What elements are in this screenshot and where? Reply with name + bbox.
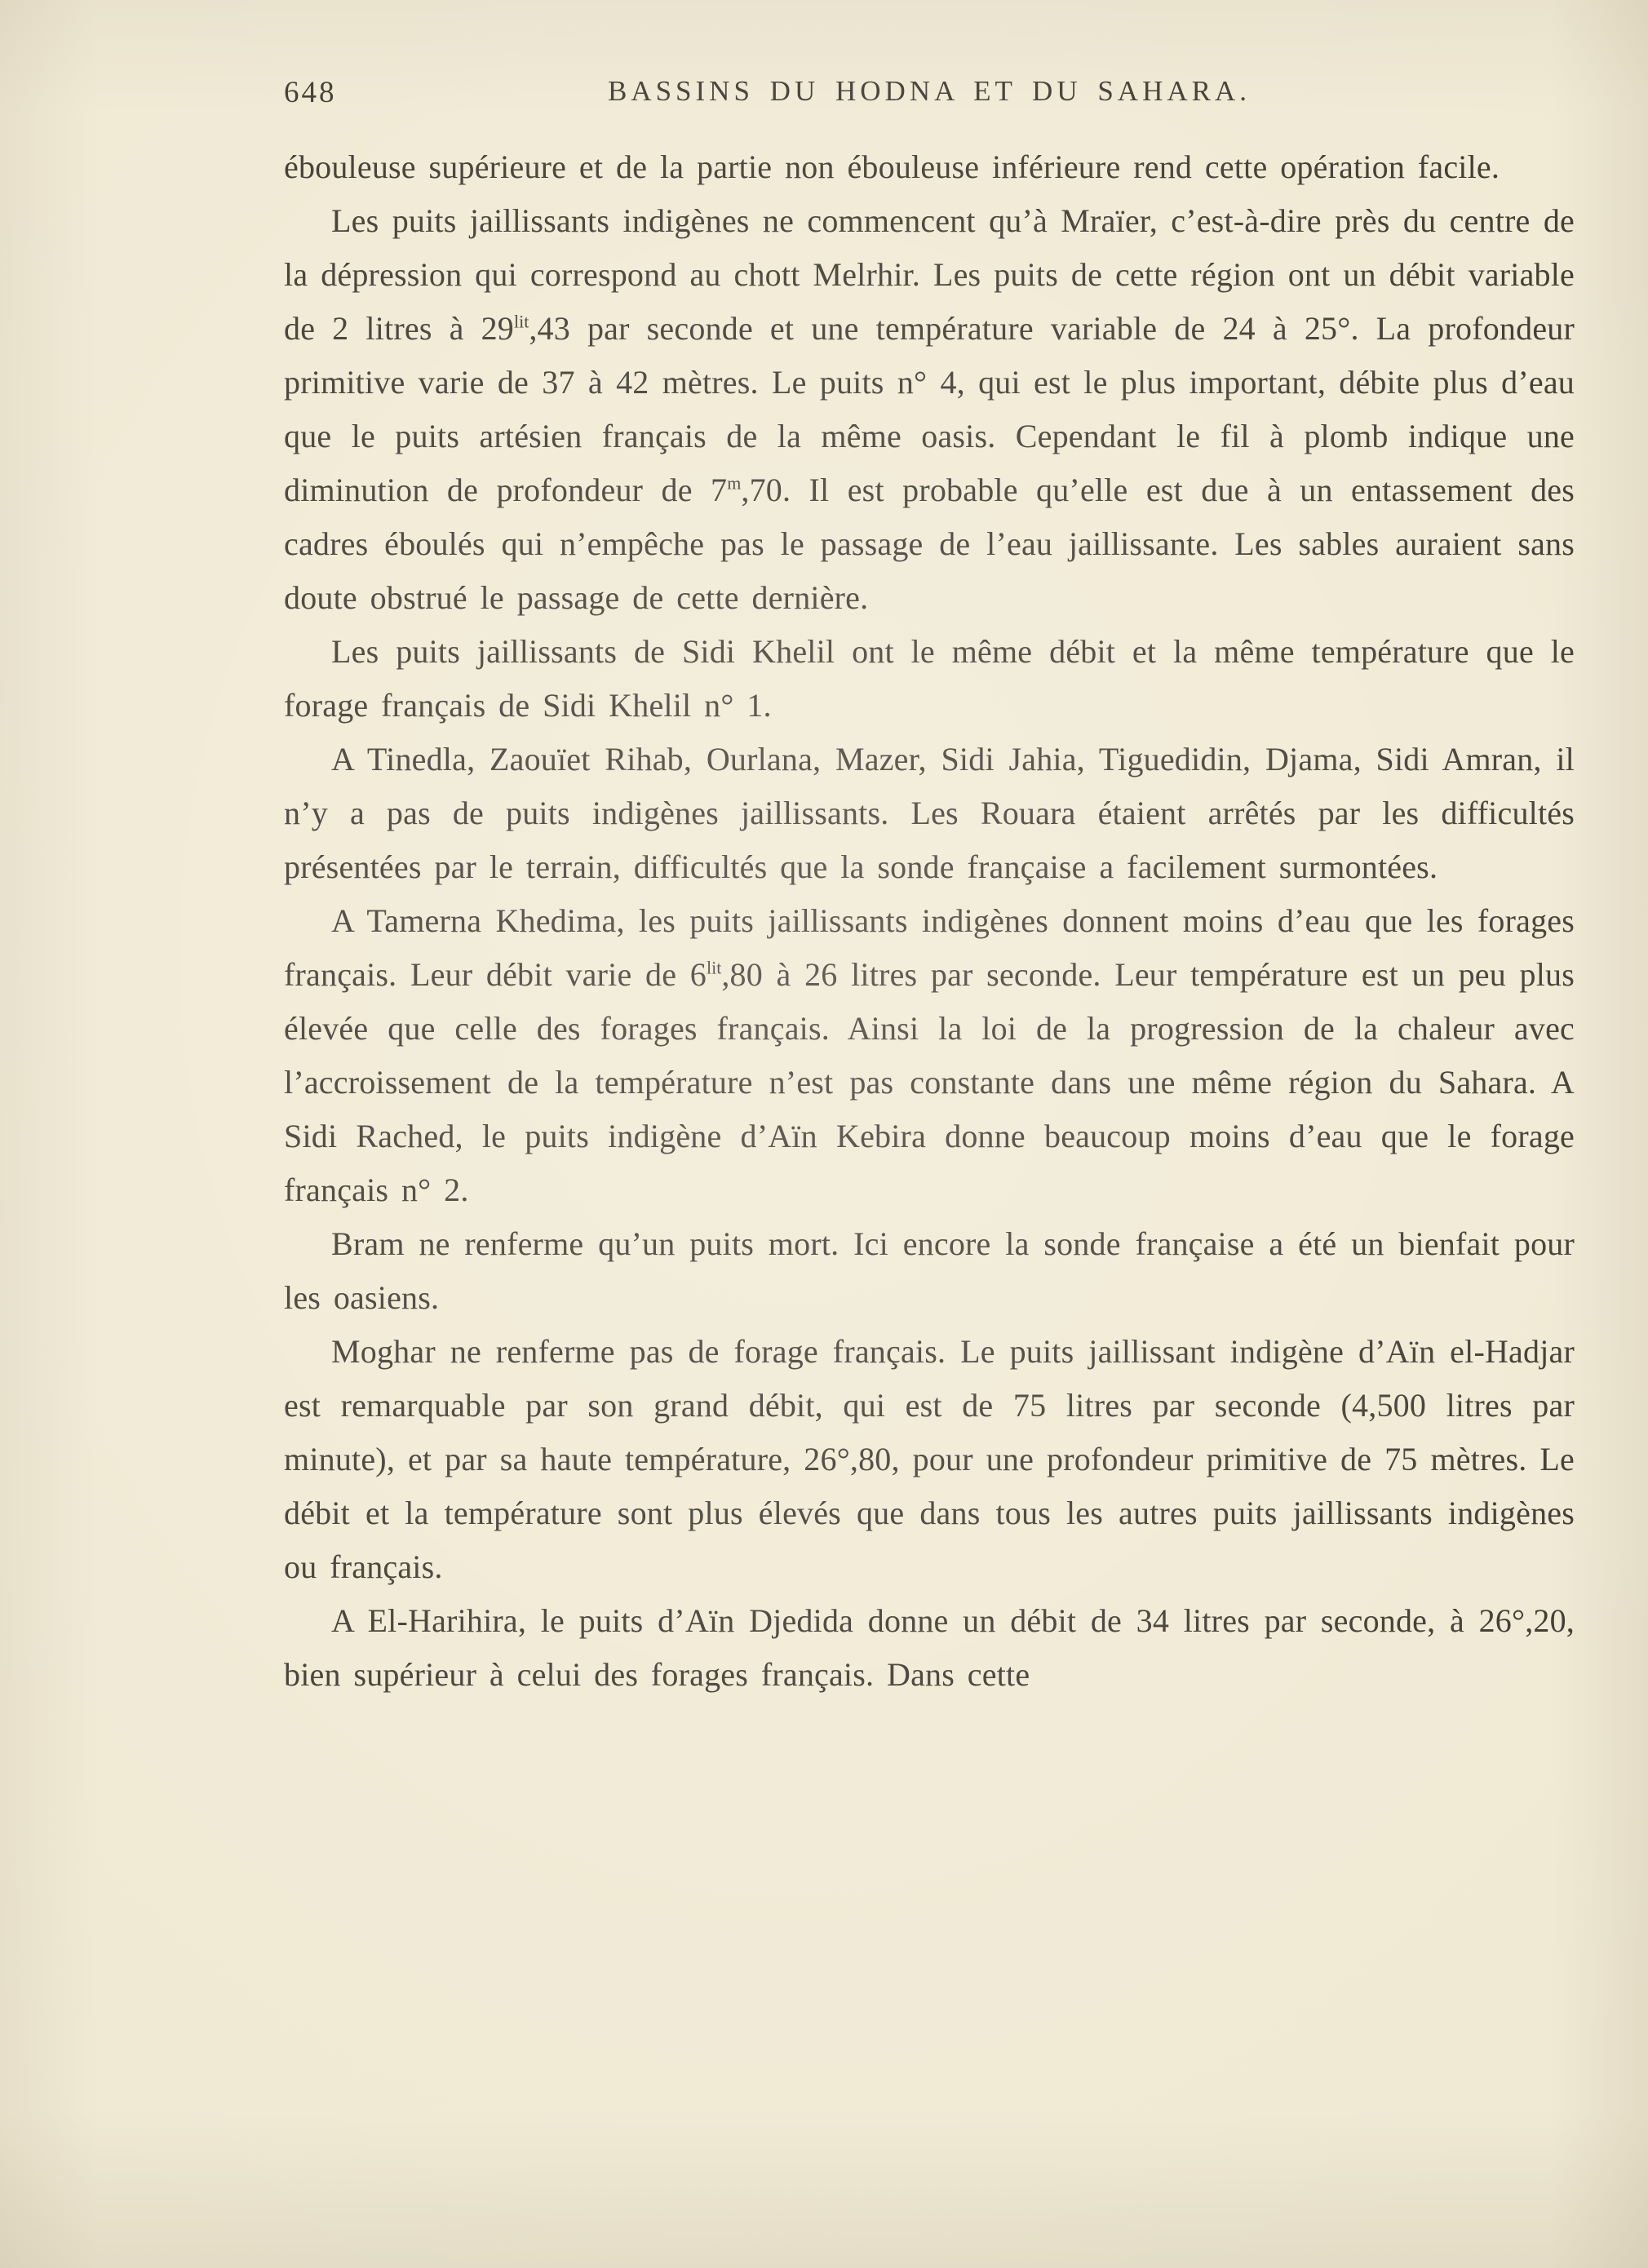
text-segment: Les puits jaillissants indigènes ne commencent qu’à Mraïer, c’est-à-dire près du centre de la dépression qui correspond au chott Melrhir. Les puits de cette région ont un débit variable de 2 litres à 29 <box>284 202 1575 347</box>
superscript-unit: m <box>727 472 742 494</box>
text-segment: A El-Harihira, le puits d’Aïn Djedida donne un débit de 34 litres par seconde, à 26°,20, bien supérieur à celui des forages français. Dans cette <box>284 1602 1575 1693</box>
page-header <box>284 72 1575 124</box>
paragraph <box>284 625 1575 733</box>
text-segment: Moghar ne renferme pas de forage français. Le puits jaillissant indigène d’Aïn el-Hadjar est remarquable par son grand débit, qui est de 75 litres par seconde (4,500 litres par minute), et par sa haute température, 26°,80, pour une profondeur primitive de 75 mètres. Le débit et la température sont plus élevés que dans tous les autres puits jaillissants indigènes ou français. <box>284 1333 1575 1585</box>
paragraph <box>284 1217 1575 1325</box>
paragraph <box>284 194 1575 625</box>
text-segment: ,43 par seconde et une température variable de 24 à 25°. La profondeur primitive varie de 37 à 42 mètres. Le puits n° 4, qui est le plus important, débite plus d’eau que le puits artésien français de la même oasis. Cependant le fil à plomb indique une diminution de profondeur de 7 <box>284 310 1575 508</box>
text-segment: A Tinedla, Zaouïet Rihab, Ourlana, Mazer, Sidi Jahia, Tiguedidin, Djama, Sidi Amran, il n’y a pas de puits indigènes jaillissants. Les Rouara étaient arrêtés par les difficultés présentées par le terrain, difficultés que la sonde française a facilement surmontées. <box>284 741 1575 885</box>
running-title: BASSINS DU HODNA ET DU SAHARA. <box>607 75 1252 107</box>
paragraph <box>284 1325 1575 1594</box>
paragraph <box>284 894 1575 1217</box>
text-segment: A Tamerna Khedima, les puits jaillissants indigènes donnent moins d’eau que les forages français. Leur débit varie de 6 <box>284 902 1575 993</box>
text-segment: Les puits jaillissants de Sidi Khelil ont le même débit et la même température que le forage français de Sidi Khelil n° 1. <box>284 633 1575 724</box>
paragraph <box>284 1594 1575 1702</box>
paragraph <box>284 733 1575 894</box>
text-segment: Bram ne renferme qu’un puits mort. Ici encore la sonde française a été un bienfait pour les oasiens. <box>284 1225 1575 1316</box>
paragraph <box>284 140 1575 194</box>
superscript-unit: lit <box>514 311 529 332</box>
text-segment: ,80 à 26 litres par seconde. Leur température est un peu plus élevée que celle des forages français. Ainsi la loi de la progression de la chaleur avec l’accroissement de la température n’est pas constante dans une même région du Sahara. A Sidi Rached, le puits indigène d’Aïn Kebira donne beaucoup moins d’eau que le forage français n° 2. <box>284 956 1575 1208</box>
text-segment: ébouleuse supérieure et de la partie non ébouleuse inférieure rend cette opération facile. <box>284 148 1500 185</box>
superscript-unit: lit <box>707 957 722 978</box>
body-text <box>284 140 1575 1702</box>
page-number: 648 <box>284 76 337 109</box>
text-segment: ,70. Il est probable qu’elle est due à un entassement des cadres éboulés qui n’empêche pas le passage de l’eau jaillissante. Les sables auraient sans doute obstrué le passage de cette dernière. <box>284 472 1575 616</box>
